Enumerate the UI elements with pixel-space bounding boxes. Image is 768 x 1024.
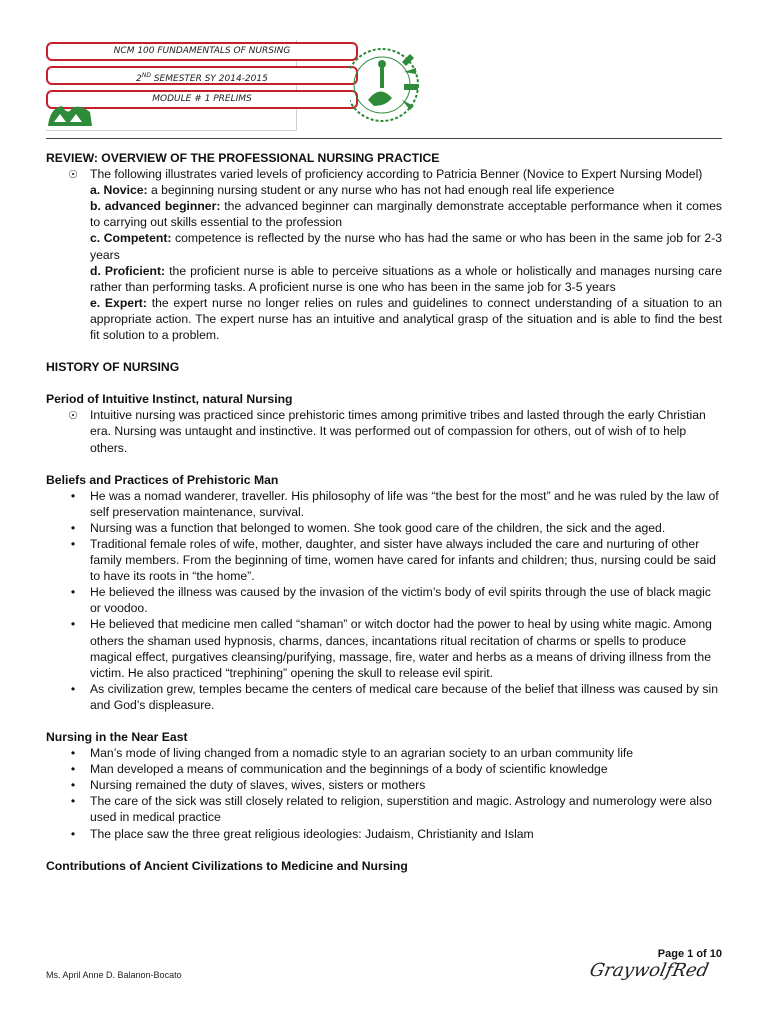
bullet-icon: • (70, 520, 76, 535)
bullet-icon: • (70, 536, 76, 551)
intuitive-heading: Period of Intuitive Instinct, natural Nursing (46, 392, 293, 407)
author-name: Ms. April Anne D. Balanon-Bocato (46, 970, 182, 980)
history-heading: HISTORY OF NURSING (46, 360, 180, 375)
semester-box (46, 66, 358, 85)
signature: GraywolfRed (587, 960, 711, 981)
level-novice: a. Novice: a beginning nursing student or any nurse who has not had enough real life experience (90, 183, 615, 198)
bullet-icon: • (70, 826, 76, 841)
bullet-icon: • (70, 585, 76, 600)
intuitive-text: ☉ Intuitive nursing was practiced since prehistoric times among primitive tribes and lasted through the early Christian era. Nursing was untaught and instinctive. It was performed out of compassion for others, out of wish of to help others. (46, 407, 722, 455)
list-item: • The place saw the three great religious ideologies: Judaism, Christianity and Islam (46, 826, 722, 842)
sun-bullet-icon: ☉ (68, 169, 78, 182)
level-expert: e. Expert: the expert nurse no longer relies on rules and guidelines to connect understanding of a situation to an appropriate action. The expert nurse has an intuitive and analytical grasp of the situation and is able to find the best fit solution to a problem. (90, 295, 722, 343)
review-intro: ☉ The following illustrates varied levels of proficiency according to Patricia Benner (Novice to Expert Nursing Model) (46, 166, 722, 182)
document-body (46, 150, 722, 874)
list-item: • Nursing was a function that belonged to women. She took good care of the children, the sick and the aged. (46, 520, 722, 536)
module-label: MODULE # 1 PRELIMS (152, 94, 252, 104)
bullet-icon: • (70, 681, 76, 696)
bullet-icon: • (70, 778, 76, 793)
bullet-icon: • (70, 762, 76, 777)
near-east-heading: Nursing in the Near East (46, 730, 188, 744)
bullet-icon: • (70, 617, 76, 632)
contributions-heading: Contributions of Ancient Civilizations to Medicine and Nursing (46, 858, 408, 873)
course-title-box (46, 42, 358, 61)
list-item: • As civilization grew, temples became the centers of medical care because of the belief that illness was caused by sin and God’s displeasure. (46, 681, 722, 713)
list-item: • Traditional female roles of wife, mother, daughter, and sister have always included the care and nurturing of other family members. From the beginning of time, women have cared for infants and children; thus, nursing could be said to have its roots in “the home”. (46, 536, 722, 584)
page-number: Page 1 of 10 (657, 948, 722, 960)
list-item: • The care of the sick was still closely related to religion, superstition and magic. Astrology and numerology were also used in medical practice (46, 793, 722, 825)
list-item: • He believed that medicine men called “shaman” or witch doctor had the power to heal by using white magic. Among others the shaman used hypnosis, charms, dances, incantations ritual recitation of charms or spells to produce magical effect, purgatives cleansing/purifying, massage, fire, water and herbs as a means of driving illness from the victim. He also practiced “trephining” opening the skull to release evil spirit. (46, 616, 722, 680)
school-logo-left-icon (46, 102, 94, 128)
level-proficient: d. Proficient: the proficient nurse is able to perceive situations as a whole or holistically and manages nursing care rather than performing tasks. A proficient nurse is one who has been in the same job for 3-5 years (90, 263, 722, 294)
bullet-icon: • (70, 488, 76, 503)
list-item: • Man developed a means of communication and the beginnings of a body of scientific knowledge (46, 761, 722, 777)
semester-label: 2ND SEMESTER SY 2014-2015 (136, 72, 268, 84)
header-rule (46, 138, 722, 139)
bullet-icon: • (70, 746, 76, 761)
list-item: • Man’s mode of living changed from a nomadic style to an agrarian society to an urban community life (46, 745, 722, 761)
college-seal-icon (350, 44, 420, 126)
prehistoric-heading: Beliefs and Practices of Prehistoric Man (46, 472, 279, 487)
bullet-icon: • (70, 794, 76, 809)
sun-bullet-icon: ☉ (68, 410, 78, 423)
list-item: • Nursing remained the duty of slaves, wives, sisters or mothers (46, 777, 722, 793)
review-heading: REVIEW: OVERVIEW OF THE PROFESSIONAL NURSING PRACTICE (46, 151, 440, 165)
list-item: • He believed the illness was caused by the invasion of the victim’s body of evil spirits through the use of black magic or voodoo. (46, 584, 722, 616)
course-title: NCM 100 FUNDAMENTALS OF NURSING (113, 46, 291, 56)
level-competent: c. Competent: competence is reflected by the nurse who has had the same or who has been in the same job for 2-3 years (90, 231, 722, 262)
level-advanced-beginner: b. advanced beginner: the advanced beginner can marginally demonstrate acceptable performance when it comes to carrying out skills essential to the profession (90, 199, 722, 230)
list-item: • He was a nomad wanderer, traveller. His philosophy of life was “the best for the most” and he was ruled by the law of self preservation maintenance, survival. (46, 488, 722, 520)
